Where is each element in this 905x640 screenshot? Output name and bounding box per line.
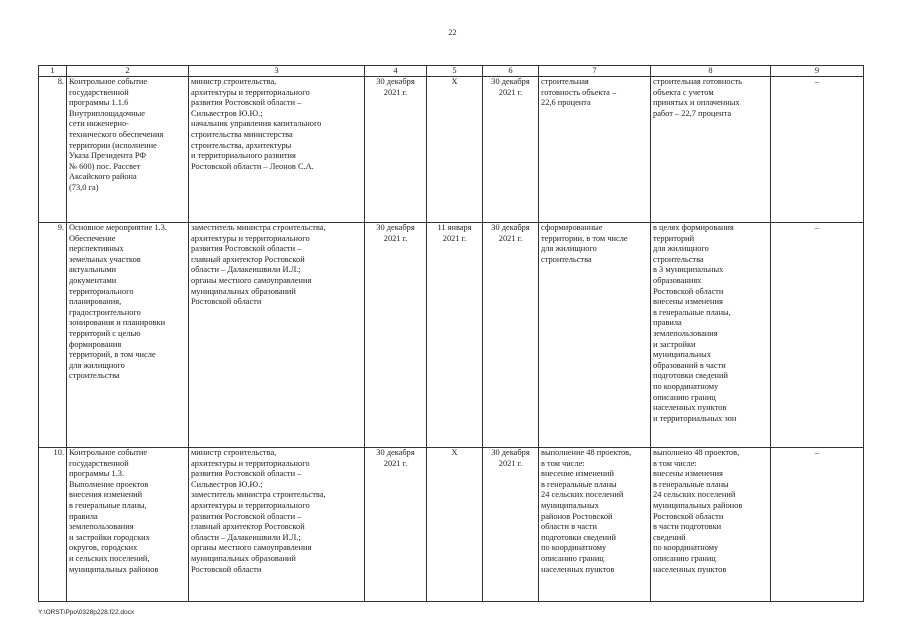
header-cell: 9 [771, 66, 864, 77]
actual-result-cell: строительная готовность объекта с учетом принятых и оплаченных работ – 22,7 процента [651, 77, 771, 223]
notes-cell: – [771, 223, 864, 448]
row-number: 9. [39, 223, 67, 448]
actual-result-cell: выполнено 48 проектов, в том числе: внесены изменения в генеральные планы 24 сельских поселений муниципальных районов Ростовской области в части подготовки сведений по координатному описанию границ населенных пунктов [651, 448, 771, 602]
table-row [39, 448, 864, 602]
header-cell: 8 [651, 66, 771, 77]
notes-cell: – [771, 448, 864, 602]
header-cell: 3 [189, 66, 365, 77]
date-cell: Х [427, 448, 483, 602]
row-number: 10. [39, 448, 67, 602]
file-path-footer: Y:\ORST\Ppo\0328p228.f22.docx [38, 609, 135, 616]
date-cell: 11 января 2021 г. [427, 223, 483, 448]
header-cell: 2 [67, 66, 189, 77]
header-cell: 4 [365, 66, 427, 77]
date-cell: 30 декабря 2021 г. [365, 77, 427, 223]
header-cell: 6 [483, 66, 539, 77]
page-number: 22 [448, 28, 457, 37]
date-cell: Х [427, 77, 483, 223]
table-row [39, 77, 864, 223]
responsible-cell: заместитель министра строительства, архитектуры и территориального развития Ростовской области – главный архитектор Ростовской области – Далакеишвили И.Л.; органы местного самоуправления муниципальных образований Ростовской области [189, 223, 365, 448]
report-table [38, 65, 864, 602]
event-name-cell: Контрольное событие государственной программы 1.3. Выполнение проектов внесения изменений в генеральные планы, правила землепользования и застройки городских округов, городских и сельских поселений, муниципальных районов [67, 448, 189, 602]
responsible-cell: министр строительства, архитектуры и территориального развития Ростовской области – Сильвестров Ю.Ю.; начальник управления капитального строительства министерства строительства, архитектуры и территориального развития Ростовской области – Леонов С.А. [189, 77, 365, 223]
date-cell: 30 декабря 2021 г. [483, 77, 539, 223]
header-cell: 5 [427, 66, 483, 77]
header-cell: 7 [539, 66, 651, 77]
actual-result-cell: в целях формирования территорий для жилищного строительства в 3 муниципальных образованиях Ростовской области внесены изменения в генеральные планы, правила землепользования и застройки муниципальных образований в части подготовки сведений по координатному описанию границ населенных пунктов и территориальных зон [651, 223, 771, 448]
expected-result-cell: строительная готовность объекта – 22,6 процента [539, 77, 651, 223]
expected-result-cell: сформированные территории, в том числе для жилищного строительства [539, 223, 651, 448]
event-name-cell: Контрольное событие государственной программы 1.1.6 Внутриплощадочные сети инженерно- технического обеспечения территории (исполнение Указа Президента РФ № 600) пос. Рассвет Аксайского района (73,0 га) [67, 77, 189, 223]
date-cell: 30 декабря 2021 г. [365, 223, 427, 448]
date-cell: 30 декабря 2021 г. [483, 223, 539, 448]
table-row [39, 223, 864, 448]
date-cell: 30 декабря 2021 г. [365, 448, 427, 602]
date-cell: 30 декабря 2021 г. [483, 448, 539, 602]
header-row [39, 66, 864, 77]
row-number: 8. [39, 77, 67, 223]
event-name-cell: Основное мероприятие 1.3. Обеспечение перспективных земельных участков актуальными документами территориального планирования, градостроительного зонирования и планировки территорий с целью формирования территорий, в том числе для жилищного строительства [67, 223, 189, 448]
responsible-cell: министр строительства, архитектуры и территориального развития Ростовской области – Сильвестров Ю.Ю.; заместитель министра строительства, архитектуры и территориального развития Ростовской области – главный архитектор Ростовской области – Далакеишвили И.Л.; органы местного самоуправления муниципальных образований Ростовской области [189, 448, 365, 602]
notes-cell: – [771, 77, 864, 223]
header-cell: 1 [39, 66, 67, 77]
expected-result-cell: выполнение 48 проектов, в том числе: внесение изменений в генеральные планы 24 сельских поселений муниципальных районов Ростовской области в части подготовки сведений по координатному описанию границ населенных пунктов [539, 448, 651, 602]
